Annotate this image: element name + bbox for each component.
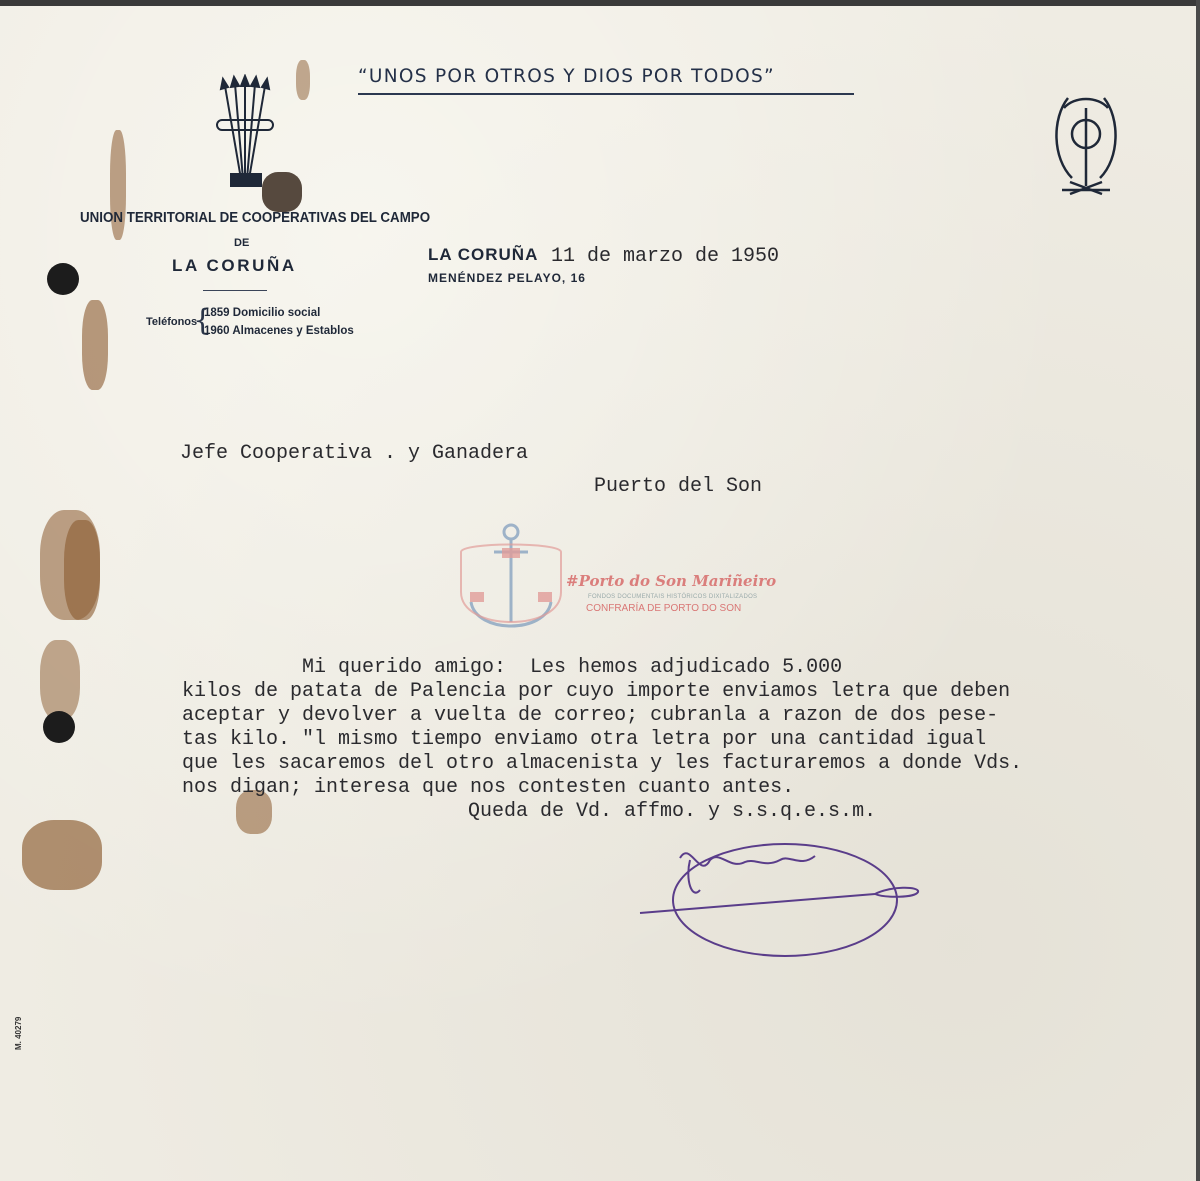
motto-underline: [358, 93, 854, 95]
punch-hole: [43, 711, 75, 743]
motto: “UNOS POR OTROS Y DIOS POR TODOS”: [358, 66, 775, 87]
org-name: UNION TERRITORIAL DE COOPERATIVAS DEL CAMPO: [80, 210, 431, 226]
watermark-subtitle: FONDOS DOCUMENTAIS HISTÓRICOS DIXITALIZADOS: [588, 594, 758, 600]
phone-line-2: 1960 Almacenes y Establos: [204, 325, 354, 337]
stain: [40, 640, 80, 720]
recipient-place: Puerto del Son: [594, 475, 763, 498]
letterhead-city: LA CORUÑA: [428, 245, 539, 264]
letter-body: Mi querido amigo: Les hemos adjudicado 5.000 kilos de patata de Palencia por cuyo importe enviamos letra que deben aceptar y devolver a vuelta de correo; cubranla a razon de dos pese- tas kilo. "l mismo tiempo enviamo otra letra por una cantidad igual que les sacaremos del otro almacenista y les facturaremos a donde Vds. nos digan; interesa que nos contesten cuanto antes.: [182, 656, 1023, 799]
letter-closing: Queda de Vd. affmo. y s.s.q.e.s.m.: [468, 800, 877, 823]
phones-label: Teléfonos: [146, 316, 198, 328]
stain: [296, 60, 310, 100]
org-connector: DE: [234, 237, 250, 249]
document-reference: M. 40279: [14, 1016, 23, 1050]
stain: [22, 820, 102, 890]
cooperative-emblem-icon: [1050, 78, 1122, 196]
punch-hole: [47, 263, 79, 295]
letter-date: 11 de marzo de 1950: [551, 245, 780, 268]
phone-line-1: 1859 Domicilio social: [204, 307, 321, 319]
org-city: LA CORUÑA: [172, 256, 297, 275]
recipient-title: Jefe Cooperativa . y Ganadera: [180, 442, 529, 465]
stain: [82, 300, 108, 390]
brace-icon: {: [193, 303, 213, 338]
letterhead-address: MENÉNDEZ PELAYO, 16: [428, 271, 586, 285]
yoke-arrows-emblem-icon: [205, 74, 285, 192]
scan-edge-right: [1196, 0, 1200, 1181]
signature-icon: [630, 820, 930, 960]
stain: [64, 520, 100, 620]
watermark-brand: #Porto do Son Mariñeiro: [566, 572, 777, 590]
scan-edge-top: [0, 0, 1200, 6]
org-divider: [203, 290, 267, 291]
watermark-confraria: CONFRARÍA DE PORTO DO SON: [586, 603, 742, 614]
